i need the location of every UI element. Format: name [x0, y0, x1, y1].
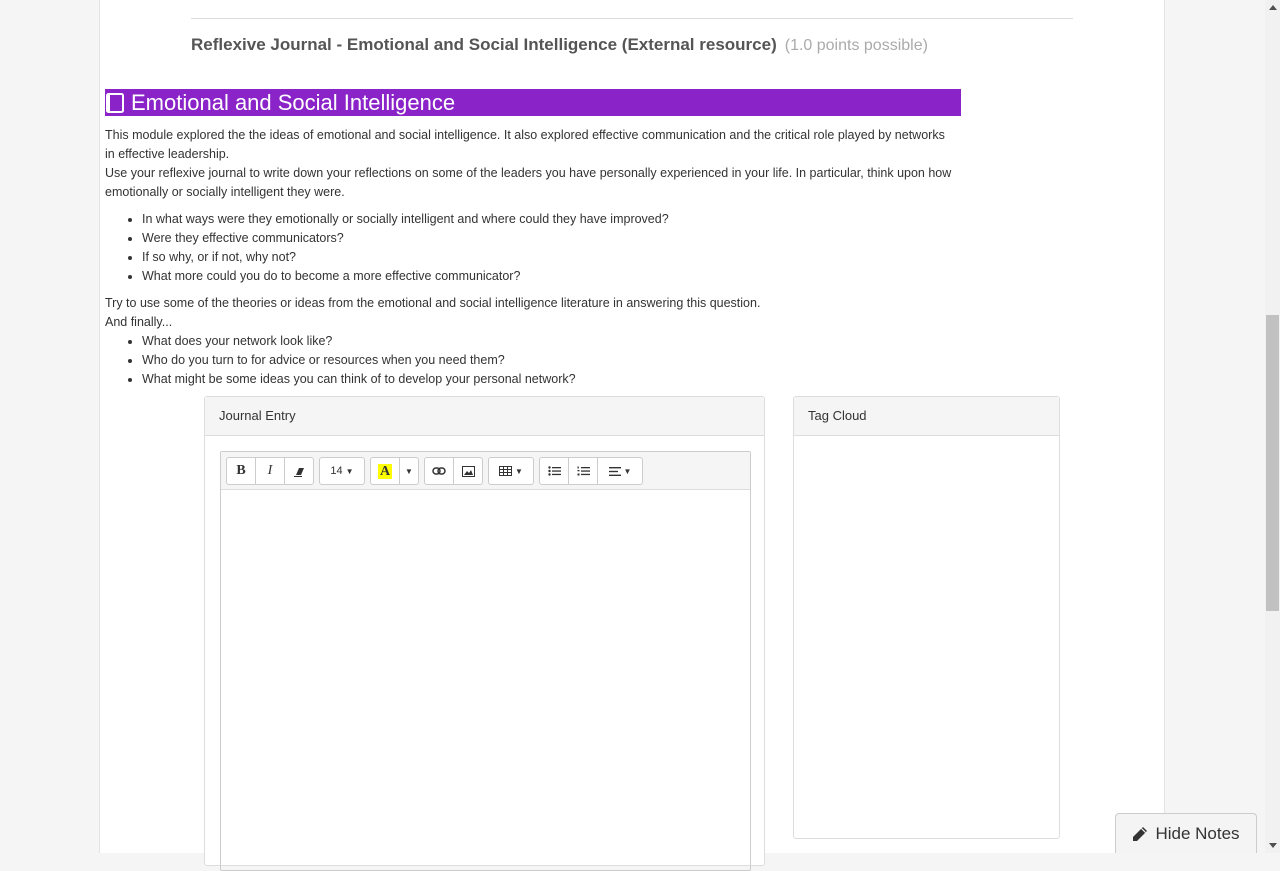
scrollbar-thumb[interactable]	[1266, 315, 1279, 611]
hide-notes-label: Hide Notes	[1155, 823, 1240, 843]
unit-title-text: Reflexive Journal - Emotional and Social Intelligence (External resource)	[191, 35, 777, 54]
list-item: • What might be some ideas you can think of to develop your personal network?	[142, 370, 955, 389]
rich-text-editor	[220, 451, 751, 871]
italic-button[interactable]: I	[255, 457, 285, 485]
paragraph: Try to use some of the theories or ideas from the emotional and social intelligence literature in answering this question.	[105, 296, 761, 310]
font-size-group	[319, 457, 365, 485]
chevron-down-icon: ▼	[345, 466, 354, 476]
scroll-up-arrow-icon[interactable]	[1265, 0, 1280, 15]
highlight-color-button[interactable]	[370, 457, 400, 485]
unordered-list-button[interactable]	[539, 457, 569, 485]
list-item: • Who do you turn to for advice or resources when you need them?	[142, 351, 955, 370]
color-dropdown-button[interactable]	[399, 457, 419, 485]
tag-cloud-heading: Tag Cloud	[794, 397, 1059, 436]
chevron-down-icon: ▼	[623, 466, 632, 476]
journal-entry-heading: Journal Entry	[205, 397, 764, 436]
list-group	[539, 457, 643, 485]
list-item: • Were they effective communicators?	[142, 229, 955, 248]
highlight-letter: A	[379, 463, 391, 479]
editor-toolbar	[221, 452, 750, 490]
picture-icon	[462, 466, 475, 477]
align-dropdown[interactable]	[597, 457, 643, 485]
scroll-down-arrow-icon[interactable]	[1265, 838, 1280, 853]
divider	[191, 18, 1073, 19]
paragraph: This module explored the the ideas of emotional and social intelligence. It also explored effective communication and the critical role played by networks in effective leadership.	[105, 128, 945, 161]
ordered-list-button[interactable]	[568, 457, 598, 485]
book-icon	[106, 92, 124, 112]
paragraph: Use your reflexive journal to write down your reflections on some of the leaders you have personally experienced in your life. In particular, think upon how emotionally or socially intelligent they were.	[105, 166, 952, 199]
numbered-list-icon	[577, 466, 590, 476]
font-size-dropdown[interactable]	[319, 457, 365, 485]
table-icon	[499, 466, 512, 476]
color-group	[370, 457, 419, 485]
tag-cloud-panel	[793, 396, 1060, 839]
chevron-down-icon: ▼	[405, 466, 413, 476]
list-item: • In what ways were they emotionally or socially intelligent and where could they have improved?	[142, 210, 955, 229]
image-button[interactable]	[453, 457, 483, 485]
module-banner	[105, 89, 961, 116]
chevron-down-icon: ▼	[515, 466, 523, 476]
align-left-icon	[609, 467, 621, 476]
points-possible: (1.0 points possible)	[784, 37, 928, 54]
banner-title: Emotional and Social Intelligence	[131, 90, 456, 115]
font-size-value: 14	[330, 465, 343, 477]
list-item: • What more could you do to become a more effective communicator?	[142, 267, 955, 286]
link-button[interactable]	[424, 457, 454, 485]
paragraph: And finally...	[105, 315, 173, 329]
table-group	[488, 457, 534, 485]
bullet-list-icon	[548, 466, 561, 476]
style-group	[226, 457, 314, 485]
insert-group	[424, 457, 483, 485]
question-list	[105, 210, 955, 286]
link-icon	[432, 467, 446, 475]
pencil-icon	[1132, 826, 1148, 842]
module-description	[105, 126, 955, 397]
eraser-icon	[294, 466, 305, 477]
unit-title	[191, 35, 928, 55]
journal-editor-textarea[interactable]	[221, 490, 750, 870]
list-item: • If so why, or if not, why not?	[142, 248, 955, 267]
eraser-button[interactable]	[284, 457, 314, 485]
list-item: • What does your network look like?	[142, 332, 955, 351]
table-dropdown[interactable]	[488, 457, 534, 485]
network-question-list	[105, 332, 955, 389]
journal-entry-panel	[204, 396, 765, 866]
bold-button[interactable]: B	[226, 457, 256, 485]
hide-notes-button[interactable]	[1115, 813, 1257, 853]
